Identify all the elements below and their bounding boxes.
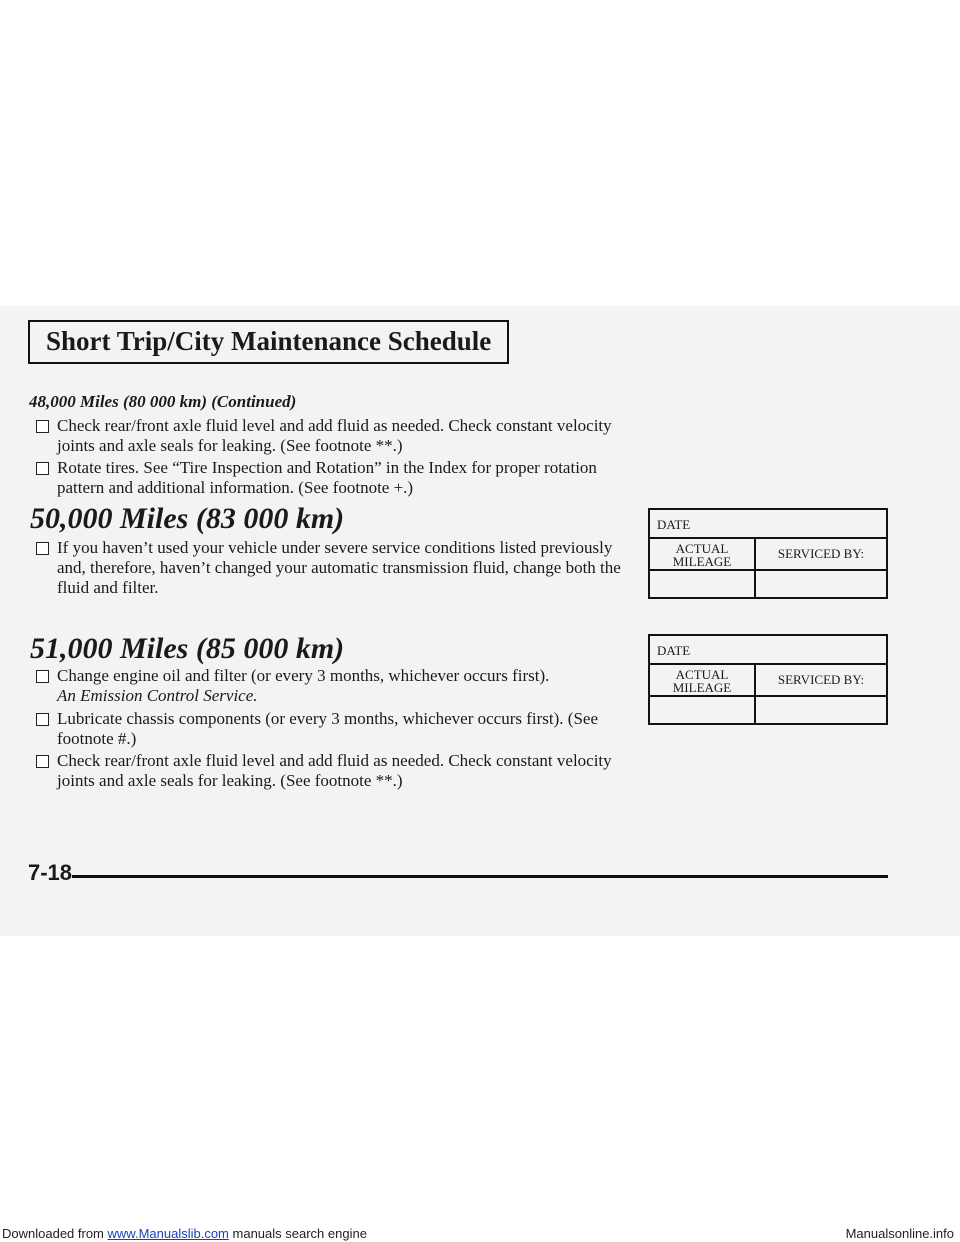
checklist-item: Rotate tires. See “Tire Inspection and Rotation” in the Index for proper rotation pattern and additional information. (See footnote +.) <box>36 458 636 498</box>
manualslib-link[interactable]: www.Manualslib.com <box>107 1225 229 1241</box>
checklist-item: Lubricate chassis components (or every 3 months, whichever occurs first). (See footnote #.) <box>36 709 636 749</box>
continued-heading: 48,000 Miles (80 000 km) (Continued) <box>29 392 297 411</box>
service-record-51000 <box>648 634 888 725</box>
actual-mileage-label: ACTUAL MILEAGE <box>650 539 756 569</box>
checkbox-icon[interactable] <box>36 462 49 475</box>
serviced-by-label: SERVICED BY: <box>777 672 865 687</box>
checkbox-icon[interactable] <box>36 755 49 768</box>
checklist-item: Change engine oil and filter (or every 3 months, whichever occurs first). An Emission Control Service. <box>36 666 636 706</box>
page-header-title: Short Trip/City Maintenance Schedule <box>28 320 509 364</box>
section-title-51000: 51,000 Miles (85 000 km) <box>30 632 345 665</box>
page-number: 7-18 <box>28 860 73 885</box>
checkbox-icon[interactable] <box>36 542 49 555</box>
serviced-by-label: SERVICED BY: <box>777 546 865 561</box>
footer-prefix: Downloaded from <box>2 1225 104 1241</box>
emission-note: An Emission Control Service. <box>57 686 258 705</box>
actual-mileage-field[interactable] <box>650 697 756 723</box>
actual-mileage-field[interactable] <box>650 571 756 597</box>
footer-suffix: manuals search engine <box>232 1225 367 1241</box>
serviced-by-field[interactable] <box>756 571 886 597</box>
checklist-item: Check rear/front axle fluid level and add fluid as needed. Check constant velocity joints and axle seals for leaking. (See footnote **.) <box>36 751 636 791</box>
checkbox-icon[interactable] <box>36 670 49 683</box>
page-rule-divider <box>72 875 888 878</box>
checkbox-icon[interactable] <box>36 713 49 726</box>
section-title-50000: 50,000 Miles (83 000 km) <box>30 502 345 535</box>
download-footer <box>0 1224 960 1242</box>
date-field[interactable]: DATE <box>650 636 886 665</box>
manual-page <box>0 306 960 936</box>
serviced-by-field[interactable] <box>756 697 886 723</box>
checklist-item: Check rear/front axle fluid level and add fluid as needed. Check constant velocity joints and axle seals for leaking. (See footnote **.) <box>36 416 636 456</box>
manualsonline-watermark: Manualsonline.info <box>845 1225 954 1241</box>
checklist-item: If you haven’t used your vehicle under severe service conditions listed previously and, therefore, haven’t changed your automatic transmission fluid, change both the fluid and filter. <box>36 538 636 598</box>
service-record-50000 <box>648 508 888 599</box>
actual-mileage-label: ACTUAL MILEAGE <box>650 665 756 695</box>
checkbox-icon[interactable] <box>36 420 49 433</box>
date-field[interactable]: DATE <box>650 510 886 539</box>
